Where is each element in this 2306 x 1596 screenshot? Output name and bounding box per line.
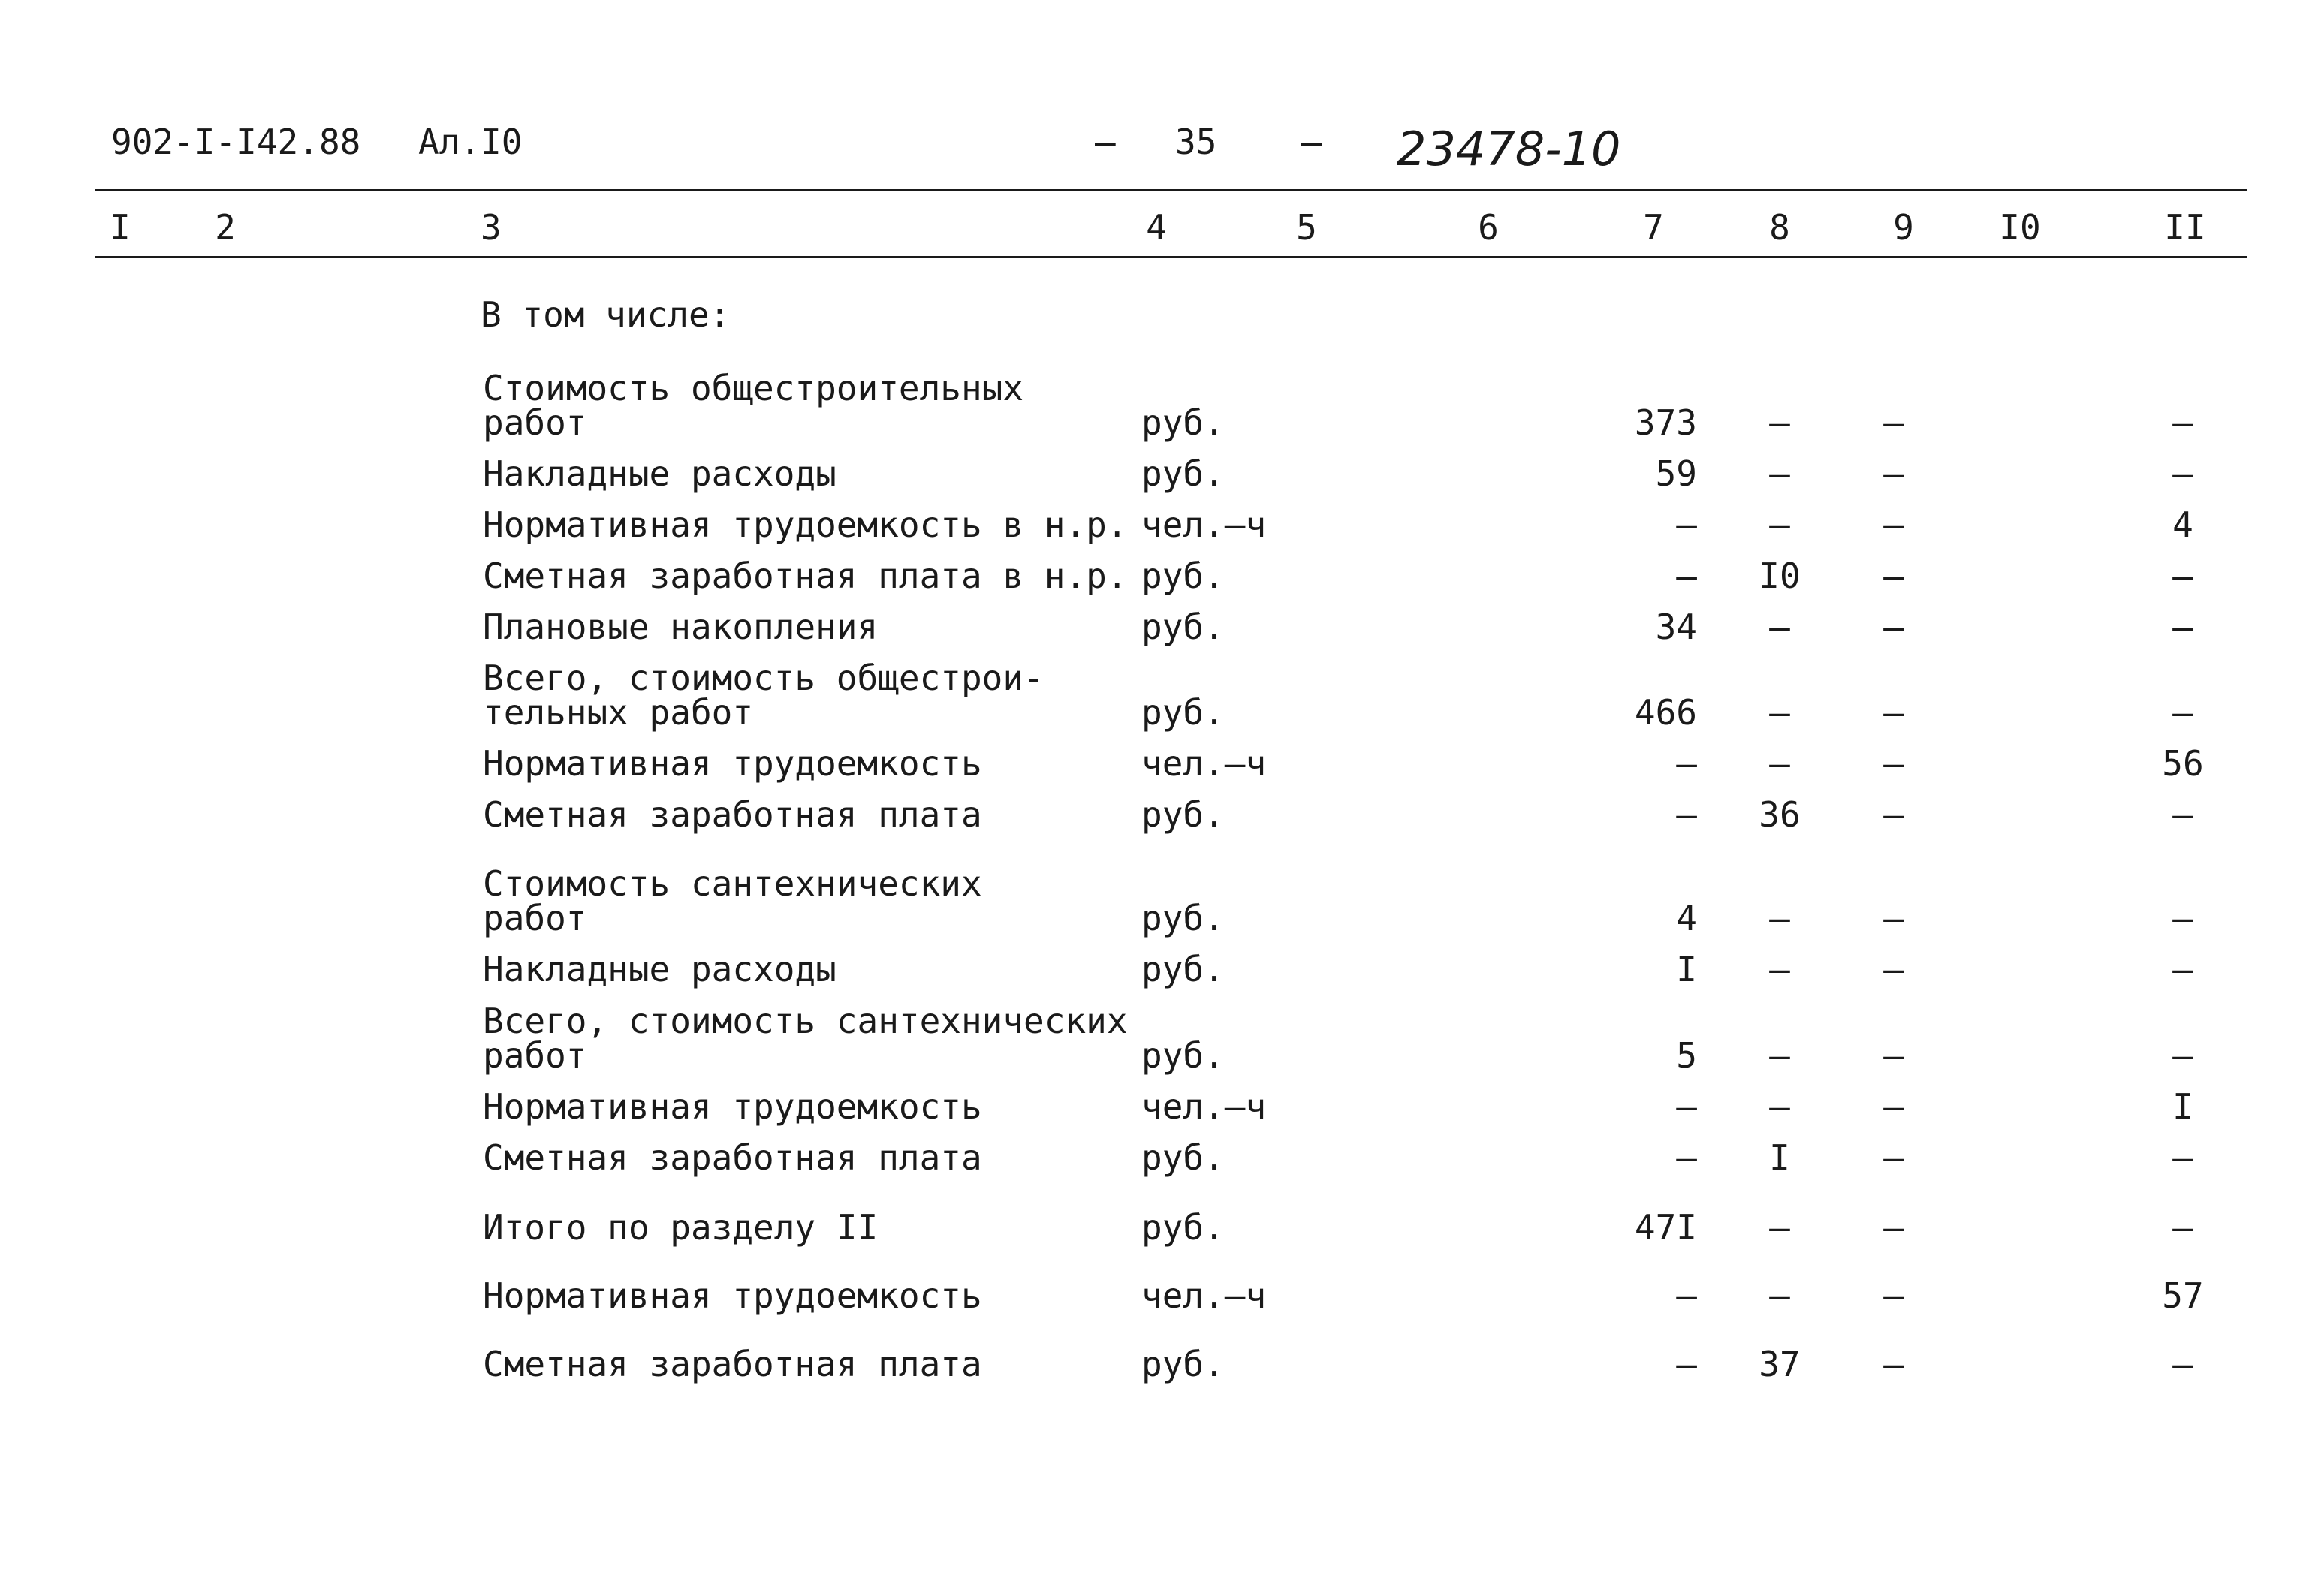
column-number-1: I — [110, 207, 131, 248]
cell-col-11: – — [2172, 556, 2193, 596]
cell-col-11: – — [2172, 453, 2193, 494]
row-item-name: Нормативная трудоемкость — [483, 743, 982, 784]
cell-col-8: 36 — [1759, 794, 1801, 835]
row-item-name: Накладные расходы — [483, 949, 836, 989]
cell-col-8: – — [1769, 402, 1790, 443]
row-unit: чел.–ч — [1141, 743, 1267, 784]
cell-col-9: – — [1883, 607, 1904, 647]
cell-col-8: I0 — [1759, 556, 1801, 596]
cell-col-8: – — [1769, 692, 1790, 733]
cell-col-7: 5 — [1676, 1035, 1697, 1076]
column-number-4: 4 — [1146, 207, 1167, 248]
row-item-name: Сметная заработная плата в н.р. — [483, 556, 1128, 596]
cell-col-9: – — [1883, 898, 1904, 938]
cell-col-9: – — [1883, 402, 1904, 443]
row-item-name: Сметная заработная плата — [483, 794, 982, 835]
cell-col-11: – — [2172, 402, 2193, 443]
cell-col-8: – — [1769, 1207, 1790, 1248]
row-item-name: Нормативная трудоемкость в н.р. — [483, 504, 1128, 545]
cell-col-7: 34 — [1655, 607, 1697, 647]
cell-col-11: – — [2172, 1344, 2193, 1384]
cell-col-9: – — [1883, 743, 1904, 784]
cell-col-11: – — [2172, 692, 2193, 733]
cell-col-7: I — [1676, 949, 1697, 989]
row-item-name: Нормативная трудоемкость — [483, 1086, 982, 1127]
cell-col-8: – — [1769, 1275, 1790, 1316]
cell-col-11: 4 — [2172, 504, 2193, 545]
row-unit: руб. — [1141, 794, 1225, 835]
cell-col-9: – — [1883, 1086, 1904, 1127]
row-unit: руб. — [1141, 1035, 1225, 1076]
page-dash-right: – — [1301, 122, 1322, 162]
column-number-7: 7 — [1643, 207, 1664, 248]
cell-col-11: – — [2172, 794, 2193, 835]
cell-col-11: – — [2172, 1137, 2193, 1178]
cell-col-9: – — [1883, 692, 1904, 733]
cell-col-11: – — [2172, 898, 2193, 938]
cell-col-7: – — [1676, 1275, 1697, 1316]
table-header-bottom-rule — [95, 256, 2247, 258]
cell-col-11: 57 — [2162, 1275, 2204, 1316]
column-number-2: 2 — [215, 207, 236, 248]
cell-col-11: – — [2172, 607, 2193, 647]
row-item-name: Плановые накопления — [483, 607, 879, 647]
cell-col-9: – — [1883, 1207, 1904, 1248]
table-top-rule — [95, 189, 2247, 191]
row-item-name: Стоимость общестроительных — [483, 368, 1024, 408]
row-item-name: тельных работ — [483, 692, 754, 733]
row-unit: чел.–ч — [1141, 504, 1267, 545]
cell-col-8: – — [1769, 1035, 1790, 1076]
row-item-name: Нормативная трудоемкость — [483, 1275, 982, 1316]
cell-col-9: – — [1883, 794, 1904, 835]
cell-col-11: – — [2172, 949, 2193, 989]
row-item-name: Всего, стоимость сантехнических — [483, 1001, 1128, 1041]
row-item-name: работ — [483, 898, 587, 938]
cell-col-8: – — [1769, 453, 1790, 494]
cell-col-7: 373 — [1634, 402, 1697, 443]
row-item-name: Стоимость сантехнических — [483, 863, 982, 904]
column-number-8: 8 — [1769, 207, 1790, 248]
row-unit: руб. — [1141, 949, 1225, 989]
row-unit: руб. — [1141, 898, 1225, 938]
cell-col-11: 56 — [2162, 743, 2204, 784]
document-code: 902-I-I42.88 — [111, 122, 361, 162]
row-item-name: Сметная заработная плата — [483, 1137, 982, 1178]
cell-col-9: – — [1883, 1344, 1904, 1384]
cell-col-7: – — [1676, 1086, 1697, 1127]
section-intro: В том числе: — [481, 294, 731, 335]
cell-col-7: – — [1676, 556, 1697, 596]
row-item-name: работ — [483, 1035, 587, 1076]
row-unit: руб. — [1141, 1137, 1225, 1178]
cell-col-9: – — [1883, 556, 1904, 596]
cell-col-7: – — [1676, 794, 1697, 835]
cell-col-9: – — [1883, 949, 1904, 989]
cell-col-7: – — [1676, 1137, 1697, 1178]
column-number-3: 3 — [481, 207, 502, 248]
cell-col-11: I — [2172, 1086, 2193, 1127]
cell-col-9: – — [1883, 1275, 1904, 1316]
cell-col-8: – — [1769, 949, 1790, 989]
row-unit: руб. — [1141, 402, 1225, 443]
cell-col-9: – — [1883, 453, 1904, 494]
cell-col-8: – — [1769, 504, 1790, 545]
row-item-name: Всего, стоимость общестрои- — [483, 658, 1044, 698]
row-item-name: работ — [483, 402, 587, 443]
row-unit: руб. — [1141, 1344, 1225, 1384]
row-unit: руб. — [1141, 1207, 1225, 1248]
cell-col-11: – — [2172, 1035, 2193, 1076]
cell-col-7: – — [1676, 504, 1697, 545]
page-number: 35 — [1175, 122, 1217, 162]
cell-col-8: – — [1769, 607, 1790, 647]
row-unit: руб. — [1141, 692, 1225, 733]
cell-col-7: – — [1676, 1344, 1697, 1384]
row-unit: чел.–ч — [1141, 1086, 1267, 1127]
cell-col-8: – — [1769, 898, 1790, 938]
cell-col-8: I — [1769, 1137, 1790, 1178]
cell-col-7: 59 — [1655, 453, 1697, 494]
column-number-6: 6 — [1478, 207, 1499, 248]
page-dash-left: – — [1095, 122, 1116, 162]
column-number-10: I0 — [1999, 207, 2041, 248]
row-unit: чел.–ч — [1141, 1275, 1267, 1316]
cell-col-7: 47I — [1634, 1207, 1697, 1248]
row-unit: руб. — [1141, 607, 1225, 647]
column-number-9: 9 — [1893, 207, 1914, 248]
cell-col-9: – — [1883, 1035, 1904, 1076]
cell-col-8: – — [1769, 1086, 1790, 1127]
handwritten-inventory-number: 23478-10 — [1397, 122, 1621, 176]
row-item-name: Итого по разделу II — [483, 1207, 879, 1248]
row-unit: руб. — [1141, 453, 1225, 494]
cell-col-11: – — [2172, 1207, 2193, 1248]
cell-col-7: 466 — [1634, 692, 1697, 733]
column-number-5: 5 — [1296, 207, 1317, 248]
album-number: Ал.I0 — [418, 122, 523, 162]
cell-col-9: – — [1883, 504, 1904, 545]
cell-col-7: – — [1676, 743, 1697, 784]
row-item-name: Сметная заработная плата — [483, 1344, 982, 1384]
row-unit: руб. — [1141, 556, 1225, 596]
cell-col-9: – — [1883, 1137, 1904, 1178]
row-item-name: Накладные расходы — [483, 453, 836, 494]
cell-col-8: – — [1769, 743, 1790, 784]
column-number-11: II — [2164, 207, 2206, 248]
cell-col-7: 4 — [1676, 898, 1697, 938]
cell-col-8: 37 — [1759, 1344, 1801, 1384]
